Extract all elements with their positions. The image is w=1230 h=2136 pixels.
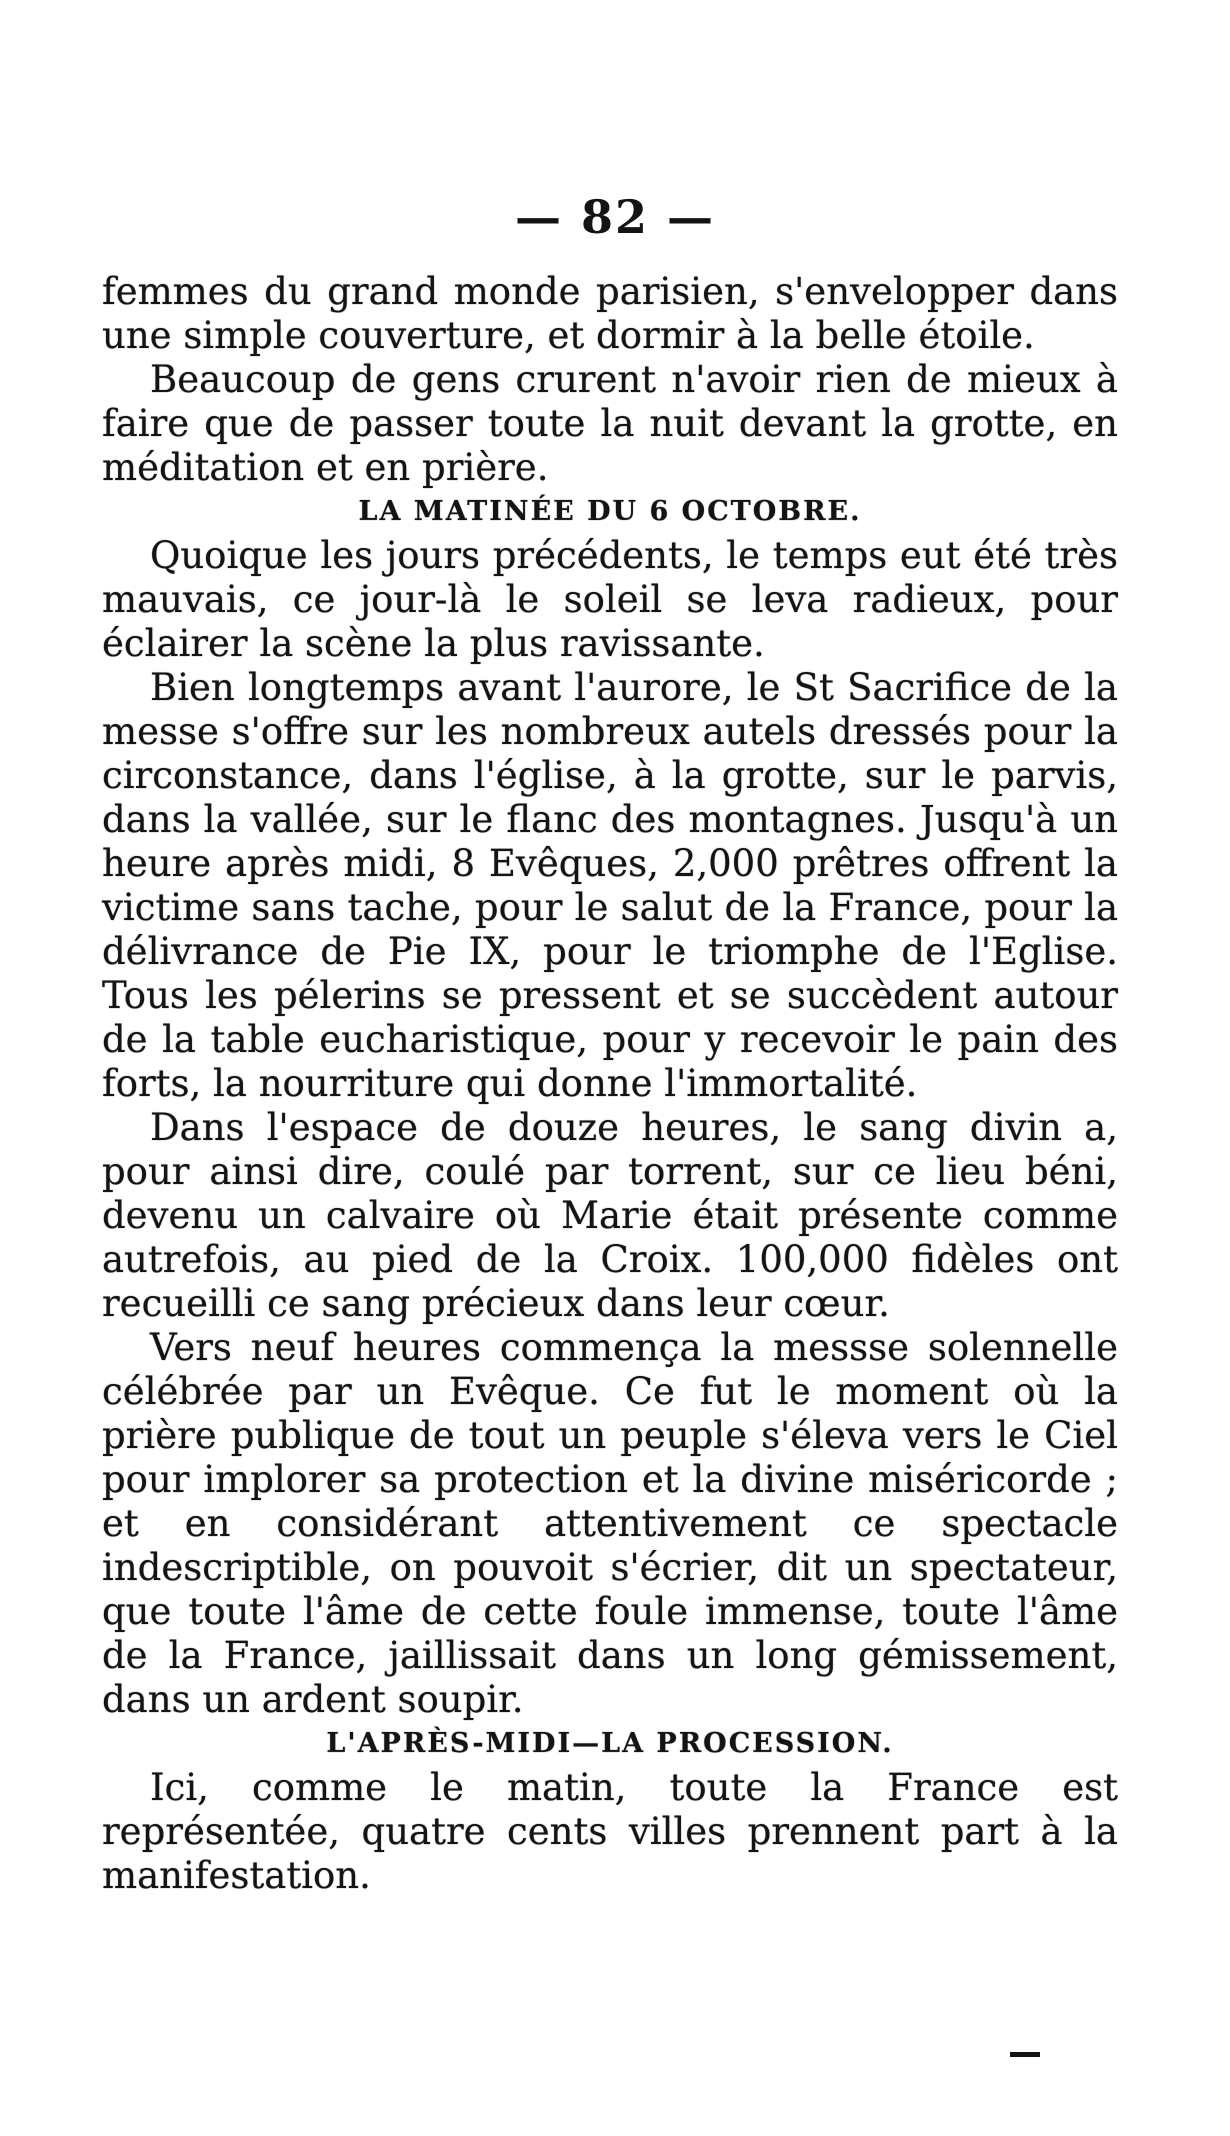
paragraph: Bien longtemps avant l'aurore, le St Sacrifice de la messe s'offre sur les nombreux autels dressés pour la circonstance, dans l'église, à la grotte, sur le parvis, dans la vallée, sur le flanc des montagnes. Jusqu'à un heure après midi, 8 Evêques, 2,000 prêtres offrent la victime sans tache, pour le salut de la France, pour la délivrance de Pie IX, pour le triomphe de l'Eglise. Tous les pélerins se pressent et se succèdent autour de la table eucharistique, pour y recevoir le pain des forts, la nourriture qui donne l'immortalité. [102,666,1118,1105]
paragraph: Beaucoup de gens crurent n'avoir rien de mieux à faire que de passer toute la nuit devant la grotte, en méditation et en prière. [102,358,1118,489]
paragraph: Quoique les jours précédents, le temps eut été très mauvais, ce jour-là le soleil se leva radieux, pour éclairer la scène la plus ravissante. [102,534,1118,665]
section-heading-matinee: LA MATINÉE DU 6 OCTOBRE. [358,496,862,527]
section-heading-procession: L'APRÈS-MIDI—LA PROCESSION. [326,1728,894,1759]
footer-dash [1010,2052,1040,2057]
paragraph: Ici, comme le matin, toute la France est représentée, quatre cents villes prennent part à la manifestation. [102,1766,1118,1897]
body-text [102,270,1118,1898]
paragraph: Vers neuf heures commença la messse solennelle célébrée par un Evêque. Ce fut le moment où la prière publique de tout un peuple s'éleva vers le Ciel pour implorer sa protection et la divine miséricorde ; et en considérant attentivement ce spectacle indescriptible, on pouvoit s'écrier, dit un spectateur, que toute l'âme de cette foule immense, toute l'âme de la France, jaillissait dans un long gémissement, dans un ardent soupir. [102,1326,1118,1721]
paragraph-continuation: femmes du grand monde parisien, s'envelopper dans une simple couverture, et dormir à la belle étoile. [102,270,1118,357]
paragraph: Dans l'espace de douze heures, le sang divin a, pour ainsi dire, coulé par torrent, sur ce lieu béni, devenu un calvaire où Marie était présente comme autrefois, au pied de la Croix. 100,000 fidèles ont recueilli ce sang précieux dans leur cœur. [102,1106,1118,1325]
page-number: — 82 — [514,190,716,244]
